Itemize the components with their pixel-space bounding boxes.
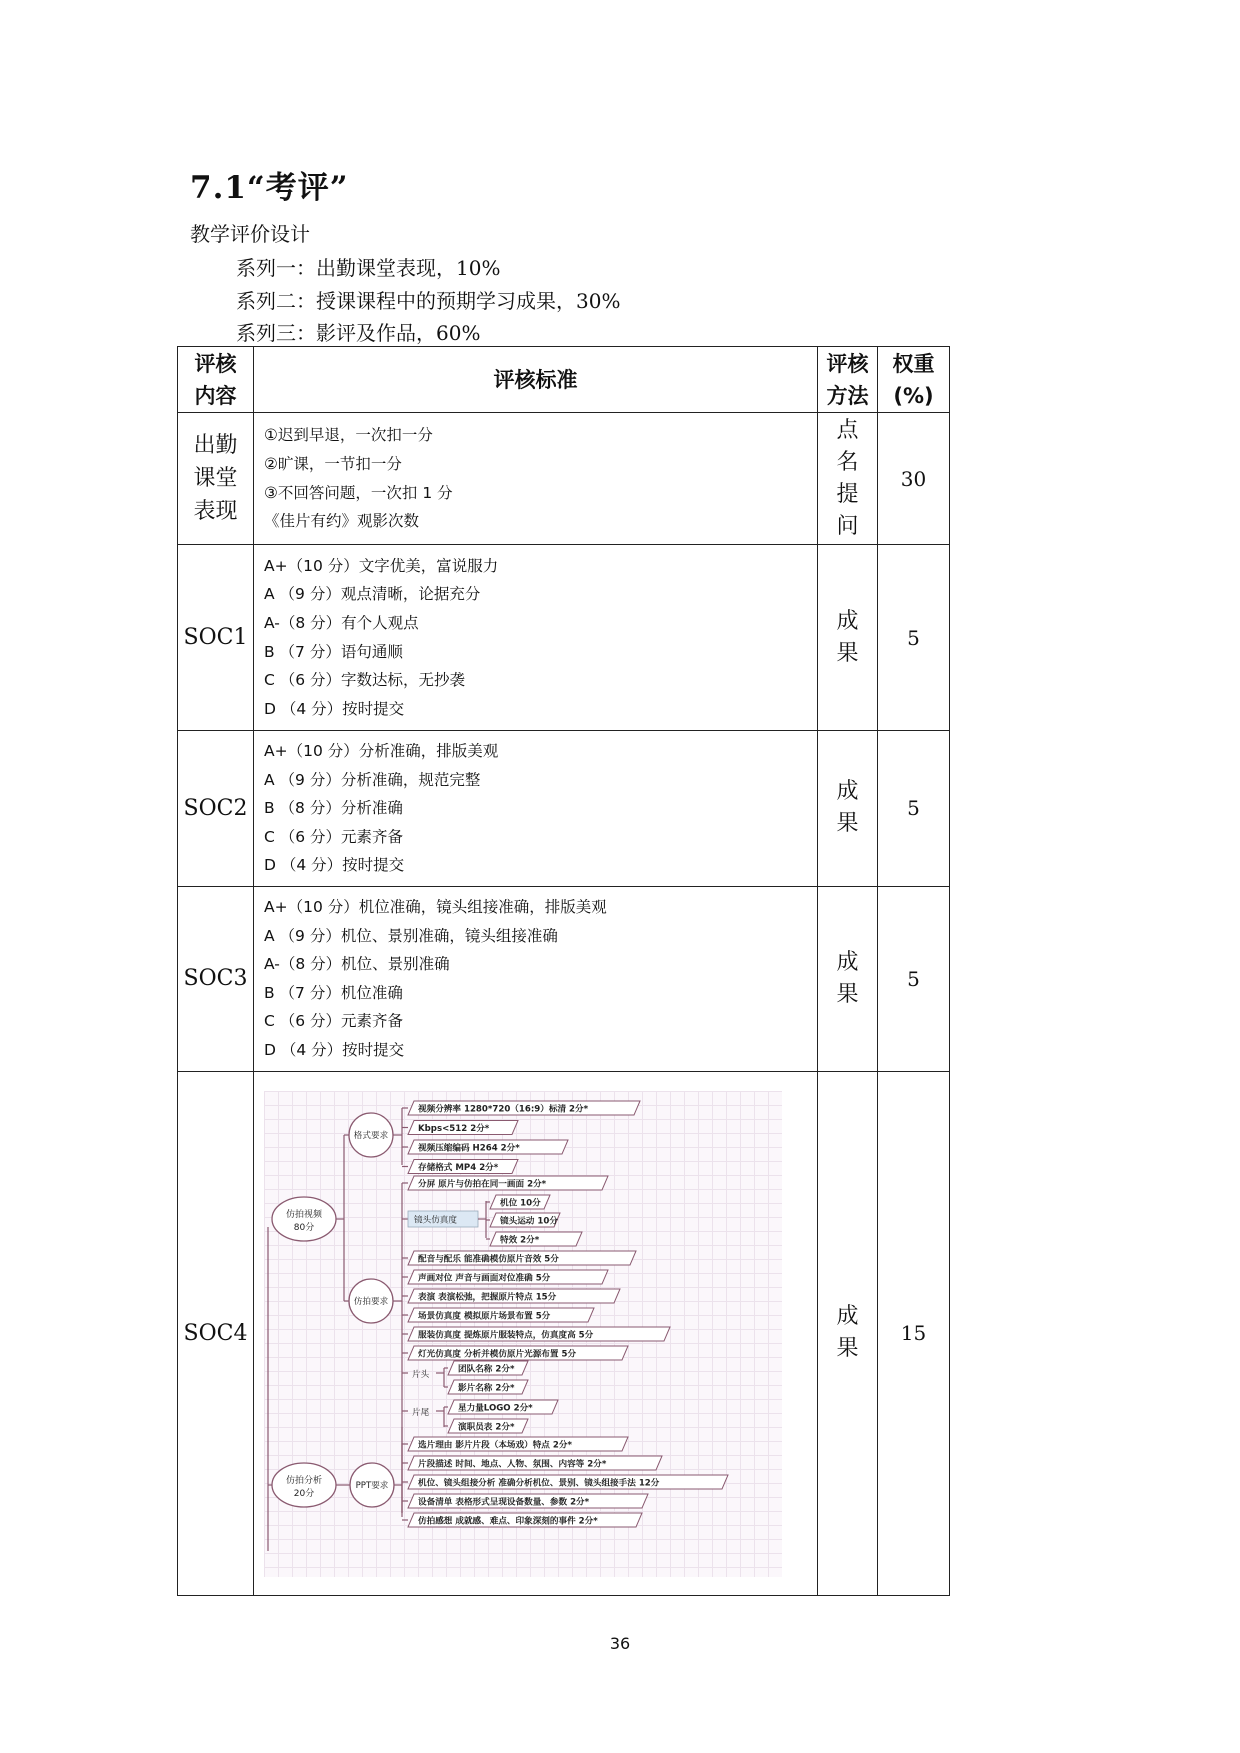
header-standard: 评核标准 (254, 347, 818, 413)
ppt-item: 仿拍感想 成就感、难点、印象深刻的事件 2分* (418, 1516, 598, 1527)
split-screen-item: 分屏 原片与仿拍在同一画面 2分* (418, 1179, 547, 1190)
imitation-item: 配音与配乐 能准确模仿原片音效 5分 (418, 1254, 559, 1265)
table-row (178, 413, 950, 545)
ppt-item: 设备清单 表格形式呈现设备数量、参数 2分* (418, 1497, 590, 1508)
ending-node: 片尾 (412, 1408, 430, 1419)
mindmap (264, 1091, 782, 1577)
row-weight: 30 (878, 413, 950, 545)
lens-item: 镜头运动 10分 (500, 1216, 558, 1227)
header-method: 评核 方法 (818, 347, 878, 413)
ppt-item: 片段描述 时间、地点、人物、氛围、内容等 2分* (418, 1459, 607, 1470)
root-video-line2: 80分 (293, 1223, 315, 1234)
ending-item: 星力量LOGO 2分* (458, 1403, 533, 1414)
table-row (178, 1071, 950, 1595)
table-row (178, 886, 950, 1071)
ppt-item: 选片理由 影片片段（本场戏）特点 2分* (418, 1440, 572, 1451)
row-weight: 15 (878, 1071, 950, 1595)
ppt-item: 机位、镜头组接分析 准确分析机位、景别、镜头组接手法 12分 (418, 1478, 660, 1489)
row-weight: 5 (878, 731, 950, 887)
imitation-item: 场景仿真度 模拟原片场景布置 5分 (418, 1311, 551, 1322)
evaluation-table (177, 346, 950, 1596)
format-item: 存储格式 MP4 2分* (418, 1163, 499, 1174)
lens-item: 特效 2分* (500, 1235, 540, 1246)
ppt-node: PPT要求 (355, 1481, 389, 1492)
format-node: 格式要求 (353, 1131, 389, 1142)
row-weight: 5 (878, 886, 950, 1071)
opening-node: 片头 (412, 1370, 430, 1381)
row-method: 成 果 (818, 1071, 878, 1595)
format-item: 视频压缩编码 H264 2分* (418, 1143, 520, 1154)
row-content: SOC3 (178, 886, 254, 1071)
imitation-node: 仿拍要求 (353, 1297, 389, 1308)
table-row (178, 545, 950, 731)
row-standards: A+（10 分）机位准确，镜头组接准确，排版美观 A （9 分）机位、景别准确，镜头组接准确 A-（8 分）机位、景别准确 B （7 分）机位准确 C （6 分）元素齐备 D （4 分）按时提交 (254, 886, 818, 1071)
row-standards: ①迟到早退，一次扣一分 ②旷课，一节扣一分 ③不回答问题，一次扣 1 分 《佳片有约》观影次数 (254, 413, 818, 545)
mindmap-cell (254, 1071, 818, 1595)
format-item: Kbps<512 2分* (418, 1124, 490, 1135)
imitation-item: 服装仿真度 提炼原片服装特点，仿真度高 5分 (418, 1330, 594, 1341)
table-header-row (178, 347, 950, 413)
lens-node: 镜头仿真度 (414, 1215, 457, 1226)
row-standards: A+（10 分）分析准确，排版美观 A （9 分）分析准确，规范完整 B （8 分）分析准确 C （6 分）元素齐备 D （4 分）按时提交 (254, 731, 818, 887)
row-content: SOC2 (178, 731, 254, 887)
format-item: 视频分辨率 1280*720（16:9）标清 2分* (418, 1104, 589, 1115)
row-content: SOC1 (178, 545, 254, 731)
row-weight: 5 (878, 545, 950, 731)
header-weight: 权重 (%) (878, 347, 950, 413)
opening-item: 团队名称 2分* (458, 1364, 515, 1375)
opening-item: 影片名称 2分* (458, 1383, 515, 1394)
row-content: 出勤 课堂 表现 (178, 413, 254, 545)
imitation-item: 灯光仿真度 分析并模仿原片光源布置 5分 (418, 1349, 577, 1360)
imitation-item: 声画对位 声音与画面对位准确 5分 (418, 1273, 551, 1284)
row-method: 成 果 (818, 731, 878, 887)
series-line-1: 系列一：出勤课堂表现，10% (236, 256, 501, 280)
root-video-line1: 仿拍视频 (285, 1210, 323, 1221)
header-content: 评核 内容 (178, 347, 254, 413)
row-method: 点 名 提 问 (818, 413, 878, 545)
row-content: SOC4 (178, 1071, 254, 1595)
mindmap-svg (264, 1091, 782, 1577)
section-title: 7.1“考评” (190, 170, 349, 206)
page-number: 36 (609, 1634, 631, 1653)
lens-item: 机位 10分 (500, 1198, 541, 1209)
table-row (178, 731, 950, 887)
ending-item: 演职员表 2分* (458, 1422, 515, 1433)
imitation-item: 表演 表演松弛，把握原片特点 15分 (418, 1292, 557, 1303)
row-standards: A+（10 分）文字优美，富说服力 A （9 分）观点清晰，论据充分 A-（8 分）有个人观点 B （7 分）语句通顺 C （6 分）字数达标，无抄袭 D （4 分）按时提交 (254, 545, 818, 731)
subtitle: 教学评价设计 (190, 222, 310, 246)
series-line-3: 系列三：影评及作品，60% (236, 321, 481, 345)
row-method: 成 果 (818, 886, 878, 1071)
series-line-2: 系列二：授课课程中的预期学习成果，30% (236, 289, 621, 313)
row-method: 成 果 (818, 545, 878, 731)
root-analysis-line2: 20分 (293, 1489, 315, 1500)
root-analysis-line1: 仿拍分析 (285, 1476, 323, 1487)
